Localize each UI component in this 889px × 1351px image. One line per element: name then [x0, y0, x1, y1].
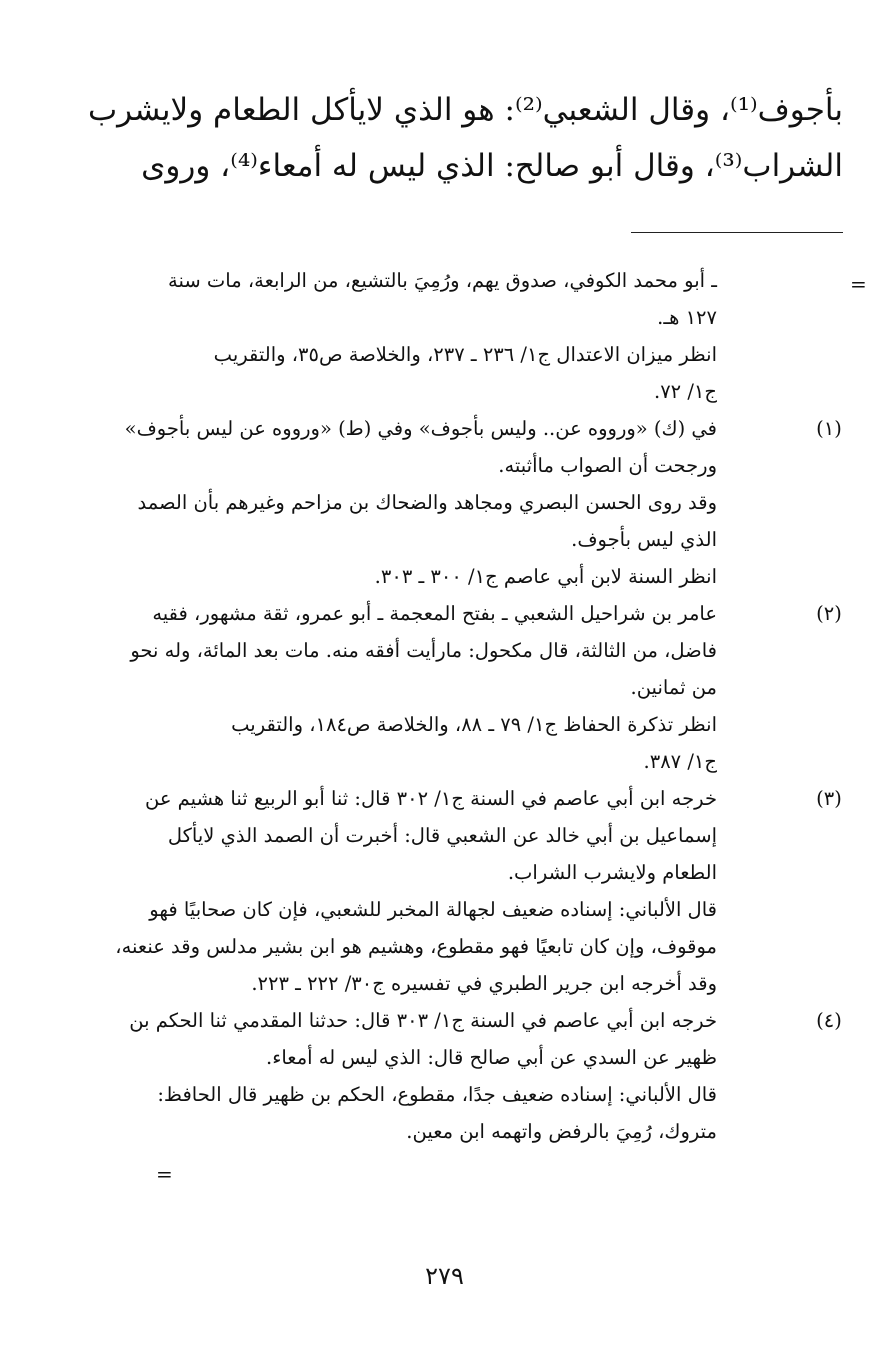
- main-text-block: [87, 82, 843, 194]
- footnote-2: [41, 595, 849, 780]
- footnote-1: [41, 410, 849, 595]
- footnote-paragraph: [41, 484, 717, 558]
- footnote-3: [41, 780, 849, 1002]
- footnote-line: إسماعيل بن أبي خالد عن الشعبي قال: أخبرت أن الصمد الذي لايأكل: [167, 824, 717, 847]
- footnote-line: وقد أخرجه ابن جرير الطبري في تفسيره ج٣٠/ ٢٢٢ ـ ٢٢٣.: [251, 972, 717, 995]
- footnote-line: انظر تذكرة الحفاظ ج١/ ٧٩ ـ ٨٨، والخلاصة ص١٨٤، والتقريب: [231, 713, 717, 736]
- footnote-paragraph: [41, 780, 717, 891]
- footnote-paragraph: [41, 262, 717, 336]
- footnote-line: فاضل، من الثالثة، قال مكحول: مارأيت أفقه منه. مات بعد المائة، وله نحو: [130, 639, 717, 662]
- footnote-line: ظهير عن السدي عن أبي صالح قال: الذي ليس له أمعاء.: [266, 1046, 717, 1069]
- footnote-paragraph: [41, 1002, 717, 1076]
- footnote-line: موقوف، وإن كان تابعيًا فهو مقطوع، وهشيم هو ابن بشير مدلس وقد عنعنه،: [115, 935, 717, 958]
- footnote-line: ج١/ ٧٢.: [653, 380, 717, 403]
- footnote-divider: [631, 232, 843, 233]
- footnote-line: ١٢٧ هـ.: [657, 306, 717, 329]
- footnote-line: ج١/ ٣٨٧.: [643, 750, 717, 773]
- page-number: ٢٧٩: [425, 1262, 464, 1290]
- footnote-paragraph: [41, 558, 717, 595]
- footnote-line: خرجه ابن أبي عاصم في السنة ج١/ ٣٠٢ قال: ثنا أبو الربيع ثنا هشيم عن: [144, 787, 717, 810]
- footnote-line: الذي ليس بأجوف.: [571, 528, 717, 551]
- footnote-number: (٣): [816, 787, 842, 810]
- footnote-line: ـ أبو محمد الكوفي، صدوق يهم، ورُمِيَ بالتشيع، من الرابعة، مات سنة: [168, 269, 717, 292]
- footnote-line: متروك، رُمِيَ بالرفض واتهمه ابن معين.: [406, 1120, 717, 1143]
- footnote-line: عامر بن شراحيل الشعبي ـ بفتح المعجمة ـ أبو عمرو، ثقة مشهور، فقيه: [152, 602, 717, 625]
- footnote-number: (١): [816, 417, 842, 440]
- footnote-carryover: [41, 262, 849, 410]
- continuation-marker-bottom: =: [156, 1162, 173, 1186]
- footnote-line: في (ك) «ورووه عن.. وليس بأجوف» وفي (ط) «ورووه عن ليس بأجوف»: [124, 417, 717, 440]
- footnote-paragraph: [41, 706, 717, 780]
- footnote-paragraph: [41, 891, 717, 1002]
- footnote-line: وقد روى الحسن البصري ومجاهد والضحاك بن مزاحم وغيرهم بأن الصمد: [137, 491, 717, 514]
- main-text-line: بأجوف⁽¹⁾، وقال الشعبي⁽²⁾: هو الذي لايأكل الطعام ولايشرب: [87, 92, 843, 128]
- footnote-line: قال الألباني: إسناده ضعيف لجهالة المخبر للشعبي، فإن كان صحابيًا فهو: [149, 898, 717, 921]
- footnote-paragraph: [41, 410, 717, 484]
- footnote-line: انظر السنة لابن أبي عاصم ج١/ ٣٠٠ ـ ٣٠٣.: [374, 565, 717, 588]
- footnote-paragraph: [41, 1076, 717, 1150]
- footnote-number: (٢): [816, 602, 842, 625]
- footnote-line: ورجحت أن الصواب ماأثبته.: [498, 454, 717, 477]
- footnote-number: (٤): [816, 1009, 842, 1032]
- footnote-line: قال الألباني: إسناده ضعيف جدًا، مقطوع، الحكم بن ظهير قال الحافظ:: [157, 1083, 717, 1106]
- footnotes-area: [41, 262, 849, 1150]
- footnote-line: الطعام ولايشرب الشراب.: [507, 861, 717, 884]
- footnote-line: خرجه ابن أبي عاصم في السنة ج١/ ٣٠٣ قال: حدثنا المقدمي ثنا الحكم بن: [129, 1009, 717, 1032]
- footnote-paragraph: [41, 595, 717, 706]
- footnote-line: انظر ميزان الاعتدال ج١/ ٢٣٦ ـ ٢٣٧، والخلاصة ص٣٥، والتقريب: [213, 343, 717, 366]
- main-text-line: الشراب⁽³⁾، وقال أبو صالح: الذي ليس له أمعاء⁽⁴⁾، وروى: [141, 148, 843, 184]
- footnote-paragraph: [41, 336, 717, 410]
- footnote-line: من ثمانين.: [630, 676, 717, 699]
- continuation-marker-top: =: [850, 272, 867, 296]
- footnote-4: [41, 1002, 849, 1150]
